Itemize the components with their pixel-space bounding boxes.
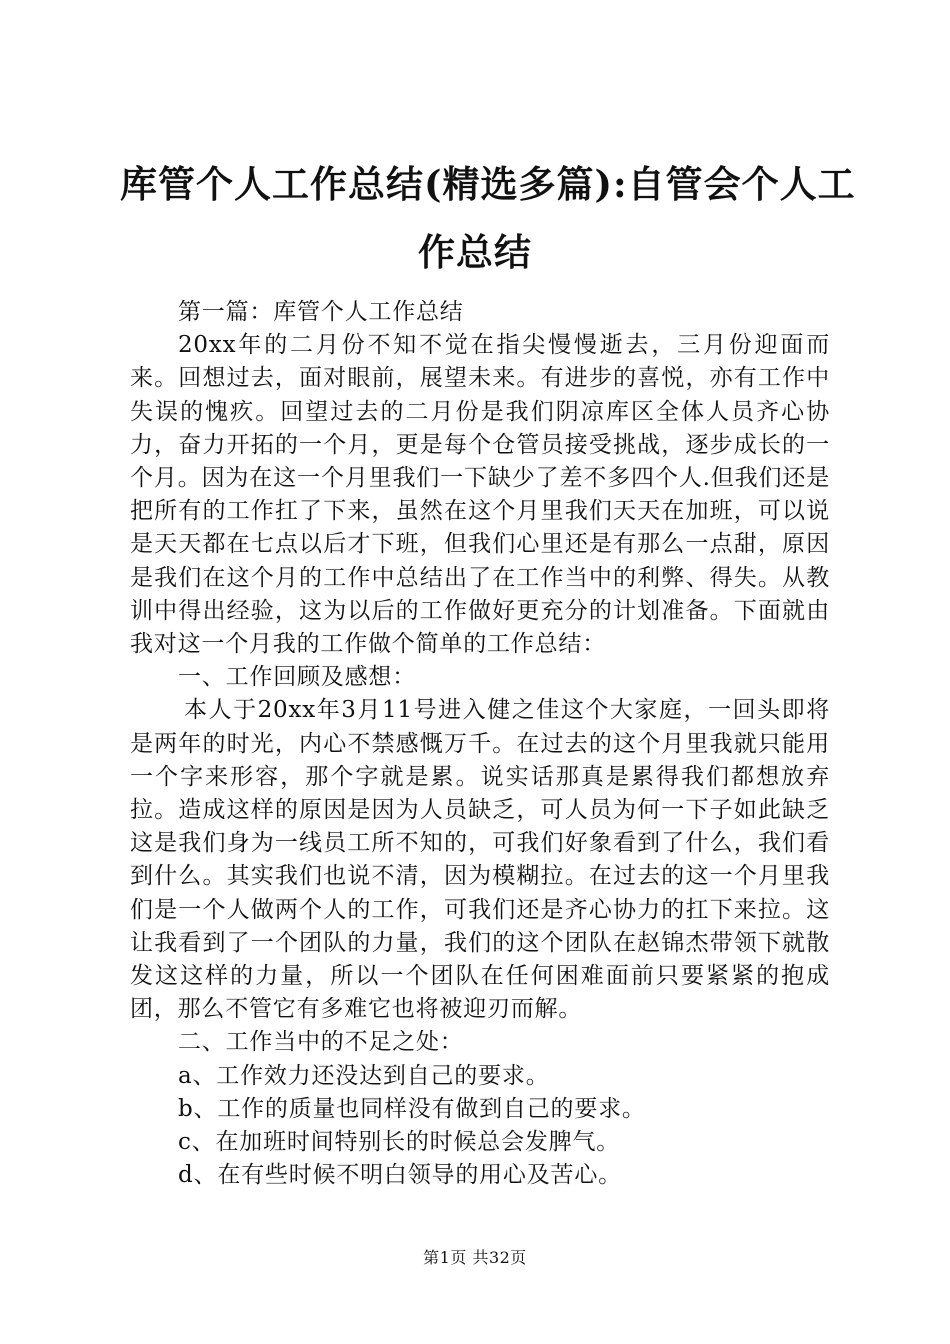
section-heading: 二、工作当中的不足之处： [178, 1029, 464, 1056]
section-heading: 第一篇：库管个人工作总结 [178, 299, 464, 325]
document-body [130, 296, 830, 1192]
document-title [120, 150, 856, 286]
list-item: d、在有些时候不明白领导的用心及苦心。 [178, 1162, 622, 1189]
list-item: b、工作的质量也同样没有做到自己的要求。 [178, 1095, 646, 1122]
page-footer: 第1页 共32页 [423, 1248, 527, 1267]
body-paragraph: 本人于20xx年3月11号进入健之佳这个大家庭，一回头即将是两年的时光，内心不禁感慨万千。在过去的这个月里我就只能用一个字来形容，那个字就是累。说实话那真是累得我们都想放弃拉。造成这样的原因是因为人员缺乏，可人员为何一下子如此缺乏这是我们身为一线员工所不知的，可我们好象看到了什么，我们看到什么。其实我们也说不清，因为模糊拉。在过去的这一个月里我们是一个人做两个人的工作，可我们还是齐心协力的扛下来拉。这让我看到了一个团队的力量，我们的这个团队在赵锦杰带领下就散发这这样的力量，所以一个团队在任何困难面前只要紧紧的抱成团，那么不管它有多难它也将被迎刃而解。 [130, 697, 830, 1023]
section-heading: 一、工作回顾及感想： [178, 664, 416, 691]
body-paragraph: 20xx年的二月份不知不觉在指尖慢慢逝去，三月份迎面而来。回想过去，面对眼前，展望未来。有进步的喜悦，亦有工作中失误的愧疚。回望过去的二月份是我们阴凉库区全体人员齐心协力，奋力开拓的一个月，更是每个仓管员接受挑战，逐步成长的一个月。因为在这一个月里我们一下缺少了差不多四个人.但我们还是把所有的工作扛了下来，虽然在这个月里我们天天在加班，可以说是天天都在七点以后才下班，但我们心里还是有那么一点甜，原因是我们在这个月的工作中总结出了在工作当中的利弊、得失。从教训中得出经验，这为以后的工作做好更充分的计划准备。下面就由我对这一个月我的工作做个简单的工作总结： [130, 332, 830, 658]
list-item: c、在加班时间特别长的时候总会发脾气。 [178, 1129, 621, 1156]
title-line-2: 作总结 [418, 230, 532, 274]
title-line-1: 库管个人工作总结(精选多篇):自管会个人工 [120, 162, 856, 206]
list-item: a、工作效力还没达到自己的要求。 [178, 1062, 550, 1089]
